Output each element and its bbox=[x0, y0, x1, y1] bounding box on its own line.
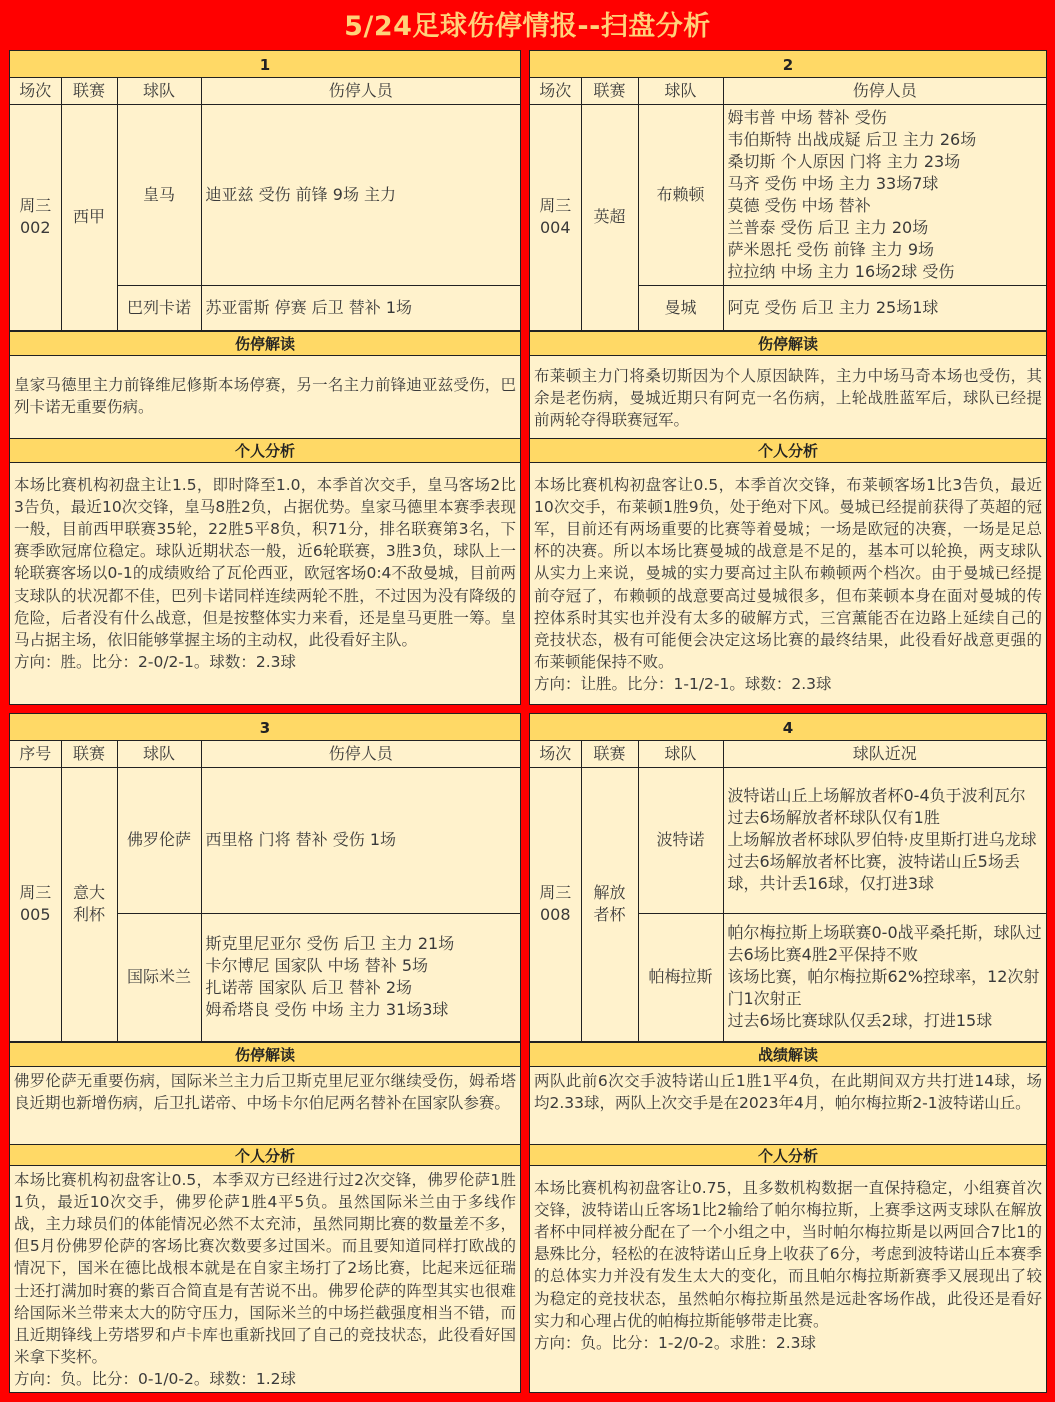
column-header-row bbox=[530, 741, 1046, 767]
column-header-row bbox=[10, 741, 520, 767]
analysis-body: 本场比赛机构初盘客让0.5，本季双方已经进行过2次交锋，佛罗伦萨1胜1负，最近10次交手，佛罗伦萨1胜4平5负。虽然国际米兰由于多线作战，主力球员们的体能情况必然不太充沛，虽然同期比赛的数量差不多，但5月份佛罗伦萨的客场比赛次数要多过国米。而且要知道同样打欧战的情况下，国米在德比战根本就是在自家主场打了2场比赛，比起来远征瑞士还打满加时赛的紫百合简直是有苦说不出。佛罗伦萨的阵型其实也很难给国际米兰带来太大的防守压力，国际米兰的中场拦截强度相当不错，而且近期锋线上劳塔罗和卢卡库也重新找回了自己的竞技状态，此役看好国米拿下奖杯。 bbox=[14, 1170, 516, 1367]
column-header: 联赛 bbox=[581, 78, 638, 104]
match-panel-3 bbox=[9, 713, 521, 1393]
league-cell bbox=[61, 767, 117, 1041]
form-list bbox=[723, 767, 1046, 913]
column-header: 联赛 bbox=[61, 741, 117, 767]
league-cell: 西甲 bbox=[61, 104, 117, 330]
panel-number: 2 bbox=[530, 51, 1046, 78]
league-line: 利杯 bbox=[72, 905, 105, 924]
team-name: 佛罗伦萨 bbox=[117, 767, 201, 913]
match-day: 周三 bbox=[539, 196, 572, 215]
interpretation-body: 佛罗伦萨无重要伤病，国际米兰主力后卫斯克里尼亚尔继续受伤，姆希塔良近期也新增伤病，后卫扎诺帝、中场卡尔伯尼两名替补在国家队参赛。 bbox=[14, 1071, 516, 1112]
injury-list bbox=[201, 285, 520, 330]
verdict: 方向：负。比分：1-2/0-2。求胜：2.3球 bbox=[534, 1333, 817, 1352]
match-code: 002 bbox=[19, 218, 51, 237]
league-cell bbox=[581, 767, 638, 1041]
match-code: 008 bbox=[539, 905, 571, 924]
injury-table bbox=[10, 78, 520, 331]
panel-number: 1 bbox=[10, 51, 520, 78]
match-day: 周三 bbox=[19, 883, 52, 902]
match-code-cell bbox=[10, 767, 61, 1041]
injury-list bbox=[201, 913, 520, 1041]
match-day: 周三 bbox=[539, 883, 572, 902]
match-panel-2 bbox=[529, 50, 1047, 705]
match-panel-4 bbox=[529, 713, 1047, 1393]
injury-item: 莫德 受伤 中场 替补 bbox=[727, 195, 871, 215]
injury-item: 韦伯斯特 出战成疑 后卫 主力 26场 bbox=[727, 129, 977, 149]
league-cell: 英超 bbox=[581, 104, 638, 330]
interpretation-text bbox=[10, 356, 520, 438]
column-header: 球队 bbox=[638, 741, 723, 767]
team-name: 帕梅拉斯 bbox=[638, 913, 723, 1041]
record-text bbox=[530, 1067, 1046, 1144]
injury-list bbox=[723, 104, 1046, 285]
team-form-table bbox=[530, 741, 1046, 1042]
table-row bbox=[10, 767, 520, 913]
column-header: 伤停人员 bbox=[201, 741, 520, 767]
analysis-body: 本场比赛机构初盘主让1.5，即时降至1.0，本季首次交手，皇马客场2比3告负，最近10次交锋，皇马8胜2负，占据优势。皇家马德里本赛季表现一般，目前西甲联赛35轮，22胜5平8负，积71分，排名联赛第3名，下赛季欧冠席位稳定。球队近期状态一般，近6轮联赛，3胜3负，球队上一轮联赛客场以0-1的成绩败给了瓦伦西亚，欧冠客场0:4不敌曼城，目前两支球队的状况都不佳，巴列卡诺同样连续两轮不胜，不过因为没有降级的危险，后者没有什么战意，但是按整体实力来看，还是皇马更胜一筹。皇马占据主场，依旧能够掌握主场的主动权，此役看好主队。 bbox=[14, 475, 516, 649]
column-header: 球队近况 bbox=[723, 741, 1046, 767]
verdict: 方向：胜。比分：2-0/2-1。球数：2.3球 bbox=[14, 653, 297, 672]
injury-item: 苏亚雷斯 停赛 后卫 替补 1场 bbox=[205, 297, 413, 317]
injury-item: 西里格 门将 替补 受伤 1场 bbox=[205, 830, 397, 849]
match-panel-1 bbox=[9, 50, 521, 705]
interpretation-body: 布莱顿主力门将桑切斯因为个人原因缺阵，主力中场马奇本场也受伤，其余是老伤病，曼城近期只有阿克一名伤病，上轮战胜蓝军后，球队已经提前两轮夺得联赛冠军。 bbox=[534, 366, 1042, 429]
injury-list bbox=[201, 104, 520, 285]
league-line: 者杯 bbox=[593, 905, 626, 924]
match-code: 004 bbox=[539, 218, 571, 237]
injury-table bbox=[10, 741, 520, 1042]
team-name: 波特诺 bbox=[638, 767, 723, 913]
form-item: 帕尔梅拉斯上场联赛0-0战平桑托斯，球队过去6场比赛4胜2平保持不败 bbox=[727, 923, 1042, 964]
table-row bbox=[530, 104, 1046, 285]
analysis-body: 本场比赛机构初盘客让0.75，且多数机构数据一直保持稳定，小组赛首次交锋，波特诺山丘客场1比2输给了帕尔梅拉斯，上赛季这两支球队在解放者杯中同样被分配在了一个小组之中，当时帕尔梅拉斯是以两回合7比1的悬殊比分，轻松的在波特诺山丘身上收获了6分，考虑到波特诺山丘本赛季的总体实力并没有发生太大的变化，而且帕尔梅拉斯新赛季又展现出了较为稳定的竞技状态，虽然帕尔梅拉斯虽然是远赴客场作战，此役还是看好实力和心理占优的帕梅拉斯能够带走比赛。 bbox=[534, 1178, 1042, 1330]
section-header-record: 战绩解读 bbox=[530, 1042, 1046, 1067]
column-header: 场次 bbox=[530, 78, 581, 104]
form-item: 波特诺山丘上场解放者杯0-4负于波利瓦尔 bbox=[727, 786, 1026, 805]
match-code-cell bbox=[530, 104, 581, 330]
injury-item: 兰普泰 受伤 后卫 主力 20场 bbox=[727, 217, 929, 237]
injury-item: 卡尔博尼 国家队 中场 替补 5场 bbox=[205, 956, 429, 975]
form-item: 该场比赛，帕尔梅拉斯62%控球率，12次射门1次射正 bbox=[727, 967, 1040, 1008]
table-row bbox=[10, 104, 520, 285]
form-item: 过去6场比赛球队仅丢2球，打进15球 bbox=[727, 1011, 993, 1030]
injury-item: 桑切斯 个人原因 门将 主力 23场 bbox=[727, 151, 961, 171]
verdict: 方向：负。比分：0-1/0-2。球数：1.2球 bbox=[14, 1370, 297, 1389]
panel-number: 4 bbox=[530, 714, 1046, 741]
section-header-analysis: 个人分析 bbox=[10, 438, 520, 463]
analysis-text bbox=[10, 1166, 520, 1393]
section-header-analysis: 个人分析 bbox=[530, 438, 1046, 463]
form-list bbox=[723, 913, 1046, 1041]
analysis-text bbox=[530, 1166, 1046, 1393]
team-name: 国际米兰 bbox=[117, 913, 201, 1041]
injury-list bbox=[723, 285, 1046, 330]
injury-list bbox=[201, 767, 520, 913]
interpretation-body: 皇家马德里主力前锋维尼修斯本场停赛，另一名主力前锋迪亚兹受伤，巴列卡诺无重要伤病。 bbox=[14, 375, 516, 416]
match-day: 周三 bbox=[19, 196, 52, 215]
interpretation-text bbox=[10, 1067, 520, 1144]
injury-table bbox=[530, 78, 1046, 331]
injury-item: 萨米恩托 受伤 前锋 主力 9场 bbox=[727, 239, 935, 259]
section-header-interpretation: 伤停解读 bbox=[530, 331, 1046, 356]
column-header: 场次 bbox=[10, 78, 61, 104]
form-item: 过去6场解放者杯比赛，波特诺山丘5场丢球，共计丢16球，仅打进3球 bbox=[727, 852, 1020, 893]
column-header: 联赛 bbox=[581, 741, 638, 767]
match-code: 005 bbox=[19, 905, 51, 924]
form-item: 上场解放者杯球队罗伯特·皮里斯打进乌龙球 bbox=[727, 830, 1037, 849]
column-header-row bbox=[10, 78, 520, 104]
injury-item: 扎诺蒂 国家队 后卫 替补 2场 bbox=[205, 978, 413, 997]
record-body: 两队此前6次交手波特诺山丘1胜1平4负，在此期间双方共打进14球，场均2.33球，两队上次交手是在2023年4月，帕尔梅拉斯2-1波特诺山丘。 bbox=[534, 1071, 1042, 1112]
analysis-body: 本场比赛机构初盘客让0.5，本季首次交锋，布莱顿客场1比3告负，最近10次交手，布莱顿1胜9负，处于绝对下风。曼城已经提前获得了英超的冠军，目前还有两场重要的比赛等着曼城；一场是欧冠的决赛，一场是足总杯的决赛。所以本场比赛曼城的战意是不足的，基本可以轮换，两支球队从实力上来说，曼城的实力要高过主队布赖顿两个档次。由于曼城已经提前夺冠了，布赖顿的战意要高过曼城很多，但布莱顿本身在面对曼城的传控体系时其实也并没有太多的破解方式，三宫薰能否在边路上延续自己的竞技状态，极有可能便会决定这场比赛的最终结果，此役看好战意更强的布莱顿能保持不败。 bbox=[534, 475, 1042, 672]
injury-item: 拉拉纳 中场 主力 16场2球 受伤 bbox=[727, 261, 955, 281]
team-name: 巴列卡诺 bbox=[117, 285, 201, 330]
column-header: 序号 bbox=[10, 741, 61, 767]
team-name: 皇马 bbox=[117, 104, 201, 285]
team-name: 布赖顿 bbox=[638, 104, 723, 285]
column-header: 伤停人员 bbox=[201, 78, 520, 104]
column-header: 场次 bbox=[530, 741, 581, 767]
panel-number: 3 bbox=[10, 714, 520, 741]
injury-item: 阿克 受伤 后卫 主力 25场1球 bbox=[727, 297, 939, 317]
match-code-cell bbox=[10, 104, 61, 330]
injury-item: 斯克里尼亚尔 受伤 后卫 主力 21场 bbox=[205, 934, 455, 953]
team-name: 曼城 bbox=[638, 285, 723, 330]
column-header: 球队 bbox=[117, 78, 201, 104]
section-header-interpretation: 伤停解读 bbox=[10, 331, 520, 356]
injury-item: 姆韦普 中场 替补 受伤 bbox=[727, 107, 887, 127]
injury-item: 马齐 受伤 中场 主力 33场7球 bbox=[727, 173, 939, 193]
verdict: 方向：让胜。比分：1-1/2-1。球数：2.3球 bbox=[534, 675, 832, 694]
section-header-analysis: 个人分析 bbox=[10, 1144, 520, 1166]
column-header: 联赛 bbox=[61, 78, 117, 104]
interpretation-text bbox=[530, 356, 1046, 438]
column-header: 球队 bbox=[638, 78, 723, 104]
page-title: 5/24足球伤停情报--扫盘分析 bbox=[0, 0, 1055, 50]
analysis-text bbox=[10, 463, 520, 705]
form-item: 过去6场解放者杯球队仅有1胜 bbox=[727, 808, 940, 827]
column-header: 球队 bbox=[117, 741, 201, 767]
column-header: 伤停人员 bbox=[723, 78, 1046, 104]
analysis-text bbox=[530, 463, 1046, 705]
injury-item: 姆希塔良 受伤 中场 主力 31场3球 bbox=[205, 1000, 449, 1019]
match-code-cell bbox=[530, 767, 581, 1041]
section-header-analysis: 个人分析 bbox=[530, 1144, 1046, 1166]
column-header-row bbox=[530, 78, 1046, 104]
injury-item: 迪亚兹 受伤 前锋 9场 主力 bbox=[205, 184, 397, 204]
league-line: 意大 bbox=[72, 883, 105, 902]
league-line: 解放 bbox=[593, 883, 626, 902]
section-header-interpretation: 伤停解读 bbox=[10, 1042, 520, 1067]
table-row bbox=[530, 767, 1046, 913]
